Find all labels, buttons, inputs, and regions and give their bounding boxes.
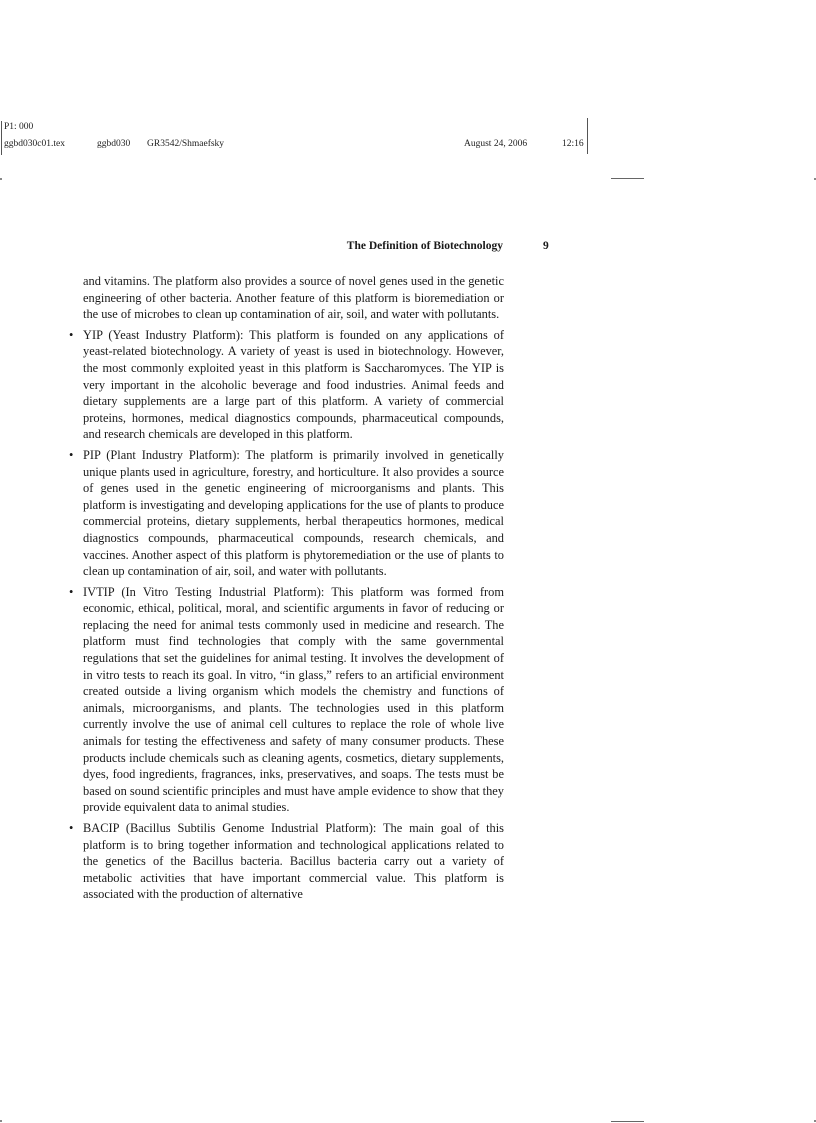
continuation-paragraph: and vitamins. The platform also provides a source of novel genes used in the genetic engineering of other bacteria. Another feature of this platform is bioremediation or the use of microbes to clean up contamination of air, soil, and water with pollutants. xyxy=(83,274,504,322)
list-item xyxy=(66,584,504,816)
page-body xyxy=(66,273,504,907)
list-item-text: PIP (Plant Industry Platform): The platform is primarily involved in genetically unique plants used in agriculture, forestry, and horticulture. It also provides a source of genes used in the genetic engineering of microorganisms and plants. This platform is investigating and developing applications for the use of plants to produce commercial proteins, dietary supplements, herbal therapeutics hormones, medical diagnostics compounds, pharmaceutical compounds, research chemicals, and vaccines. Another aspect of this platform is phytoremediation or the use of plants to clean up contamination of air, soil, and water with pollutants. xyxy=(83,447,504,579)
list-item-text: IVTIP (In Vitro Testing Industrial Platform): This platform was formed from economic, ethical, political, moral, and scientific arguments in favor of reducing or replacing the need for animal tests commonly used in medicine and research. The platform must find technologies that comply with the same governmental regulations that set the guidelines for animal testing. It involves the development of in vitro tests to reach its goal. In vitro, “in glass,” refers to an artificial environment created outside a living organism which models the chemistry and functions of animals, microorganisms, and plants. The technologies used in this platform currently involve the use of animal cell cultures to replace the role of whole live animals for testing the effectiveness and safety of many consumer products. These products include chemicals such as cleaning agents, cosmetics, dietary supplements, dyes, food ingredients, fragrances, inks, preservatives, and soaps. The tests must be based on sound scientific principles and must have ample evidence to show that they provide equivalent data to animal studies. xyxy=(83,584,504,815)
list-item-text: YIP (Yeast Industry Platform): This platform is founded on any applications of yeast-related biotechnology. A variety of yeast is used in biotechnology. However, the most commonly exploited yeast in this platform is Saccharomyces. The YIP is very important in the alcoholic beverage and food industries. Animal feeds and dietary supplements are a large part of this platform. A variety of commercial proteins, hormones, medical diagnostics compounds, pharmaceutical compounds, and research chemicals are developed in this platform. xyxy=(83,327,504,442)
slug-left-rule xyxy=(1,121,2,155)
slug-right-rule xyxy=(587,118,588,154)
slug-code: ggbd030 xyxy=(97,139,131,149)
crop-mark-bottom-right xyxy=(611,1121,644,1122)
page-number: 9 xyxy=(543,240,549,252)
crop-dot-left-bottom xyxy=(0,1120,2,1122)
crop-dot-left-top xyxy=(0,178,2,180)
slug-file-line xyxy=(4,139,584,153)
running-head-title: The Definition of Biotechnology xyxy=(346,240,503,252)
crop-mark-top-right xyxy=(611,178,644,179)
bullet-icon: • xyxy=(69,821,74,835)
bullet-icon: • xyxy=(69,447,74,462)
slug-date: August 24, 2006 xyxy=(464,139,528,149)
slug-job: GR3542/Shmaefsky xyxy=(147,139,225,149)
running-head xyxy=(0,240,816,256)
bullet-icon: • xyxy=(69,327,74,342)
slug-time: 12:16 xyxy=(562,139,584,149)
platform-list xyxy=(66,327,504,903)
list-item xyxy=(66,820,504,903)
print-slug xyxy=(0,118,816,158)
list-item xyxy=(66,447,504,580)
list-item-text: BACIP (Bacillus Subtilis Genome Industrial Platform): The main goal of this platform is to bring together information and technological applications related to the genetics of the Bacillus bacteria. Bacillus bacteria carry out a variety of metabolic activities that have important commercial value. This platform is associated with the production of alternative xyxy=(83,821,504,902)
slug-filename: ggbd030c01.tex xyxy=(4,139,65,149)
list-item xyxy=(66,327,504,443)
bullet-icon: • xyxy=(69,584,74,599)
slug-proof-id: P1: 000 xyxy=(4,122,34,132)
